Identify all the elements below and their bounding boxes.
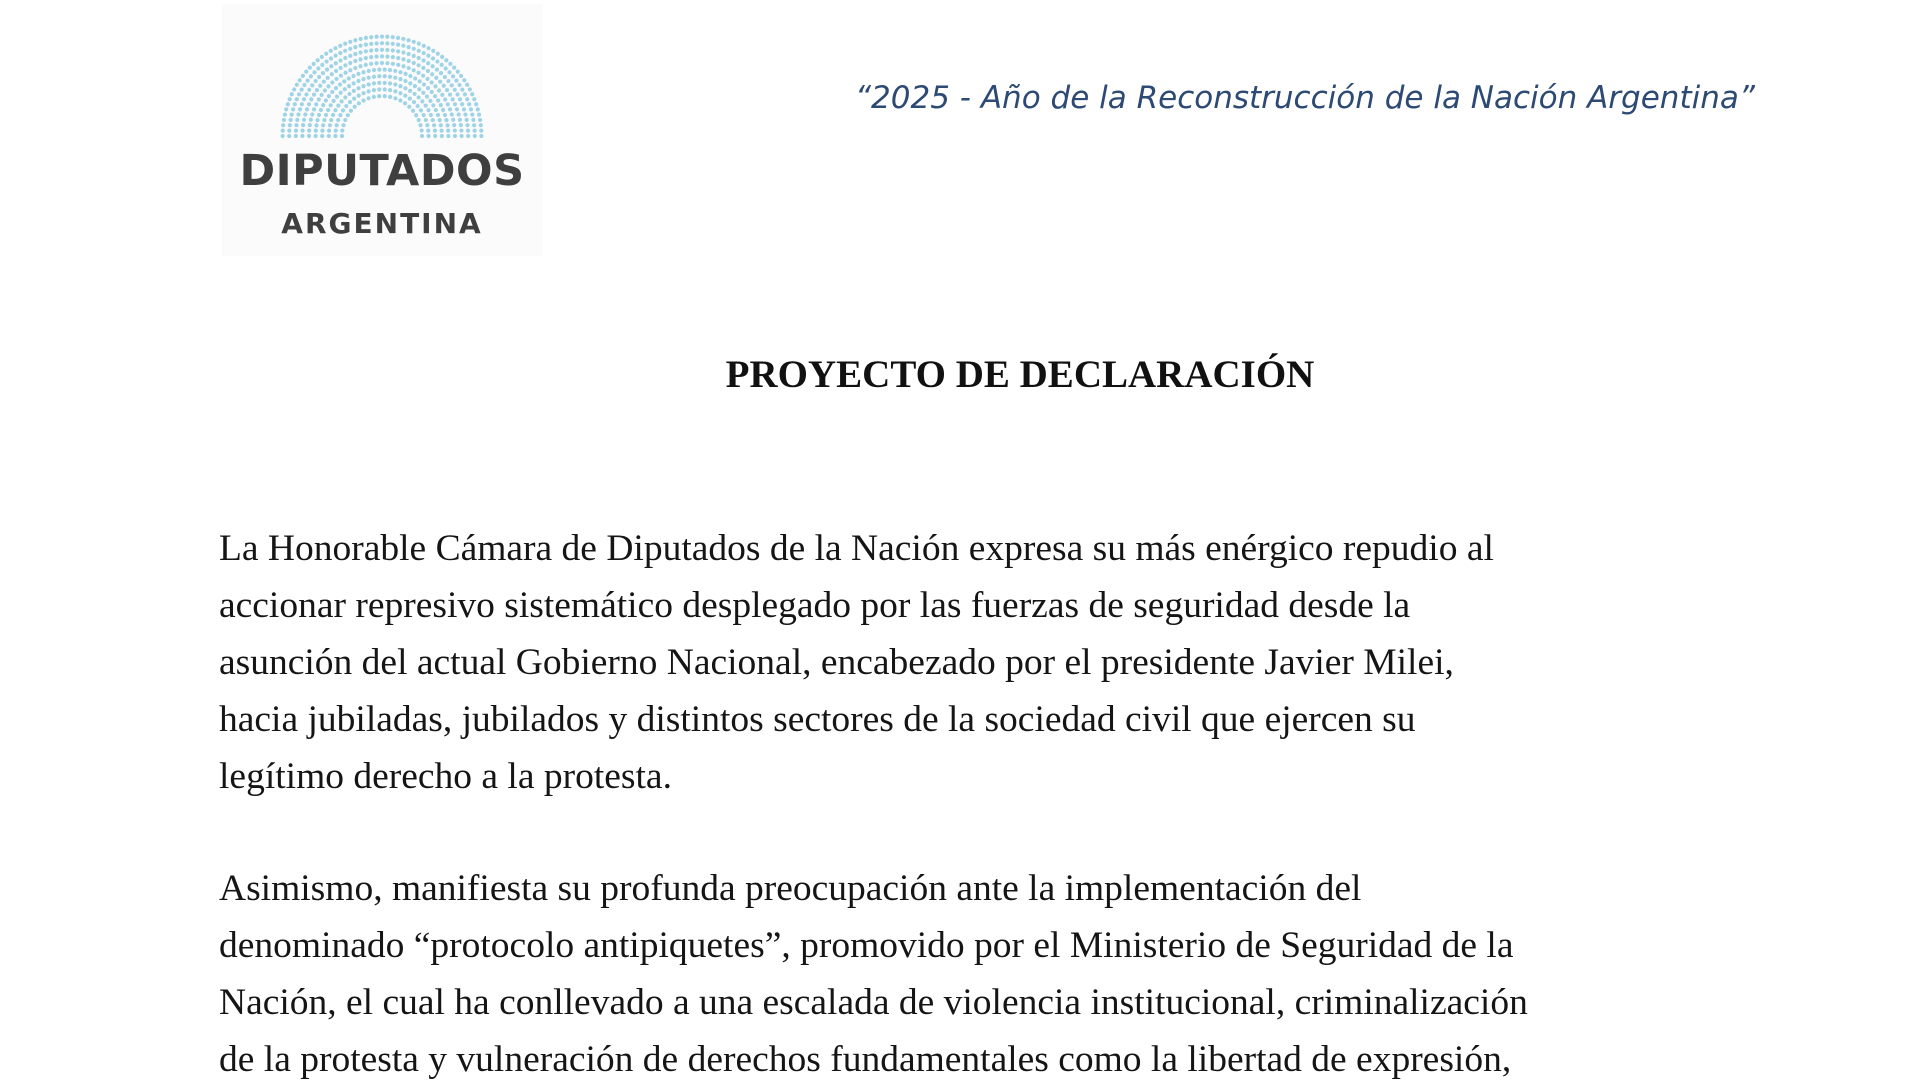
document-body [219, 520, 1779, 1080]
paragraph-line: Asimismo, manifiesta su profunda preocupación ante la implementación del [219, 868, 1362, 909]
hemicycle-icon [272, 24, 492, 144]
year-motto: “2025 - Año de la Reconstrucción de la Nación Argentina” [855, 80, 1755, 116]
paragraph-line: accionar represivo sistemático desplegado por las fuerzas de seguridad desde la [219, 585, 1411, 626]
diputados-logo [222, 4, 542, 256]
paragraph-line: asunción del actual Gobierno Nacional, encabezado por el presidente Javier Milei, [219, 642, 1454, 683]
logo-subtitle: ARGENTINA [281, 207, 483, 240]
paragraph-1 [219, 520, 1779, 805]
paragraph-line: denominado “protocolo antipiquetes”, promovido por el Ministerio de Seguridad de la [219, 925, 1514, 966]
paragraph-line: de la protesta y vulneración de derechos fundamentales como la libertad de expresión, [219, 1039, 1512, 1080]
paragraph-line: hacia jubiladas, jubilados y distintos sectores de la sociedad civil que ejercen su [219, 699, 1416, 740]
paragraph-2 [219, 860, 1779, 1080]
paragraph-line: La Honorable Cámara de Diputados de la Nación expresa su más enérgico repudio al [219, 528, 1494, 569]
document-title: PROYECTO DE DECLARACIÓN [725, 353, 1315, 396]
paragraph-line: legítimo derecho a la protesta. [219, 756, 672, 797]
paragraph-line: Nación, el cual ha conllevado a una escalada de violencia institucional, criminalización [219, 982, 1528, 1023]
logo-title: DIPUTADOS [239, 146, 525, 196]
